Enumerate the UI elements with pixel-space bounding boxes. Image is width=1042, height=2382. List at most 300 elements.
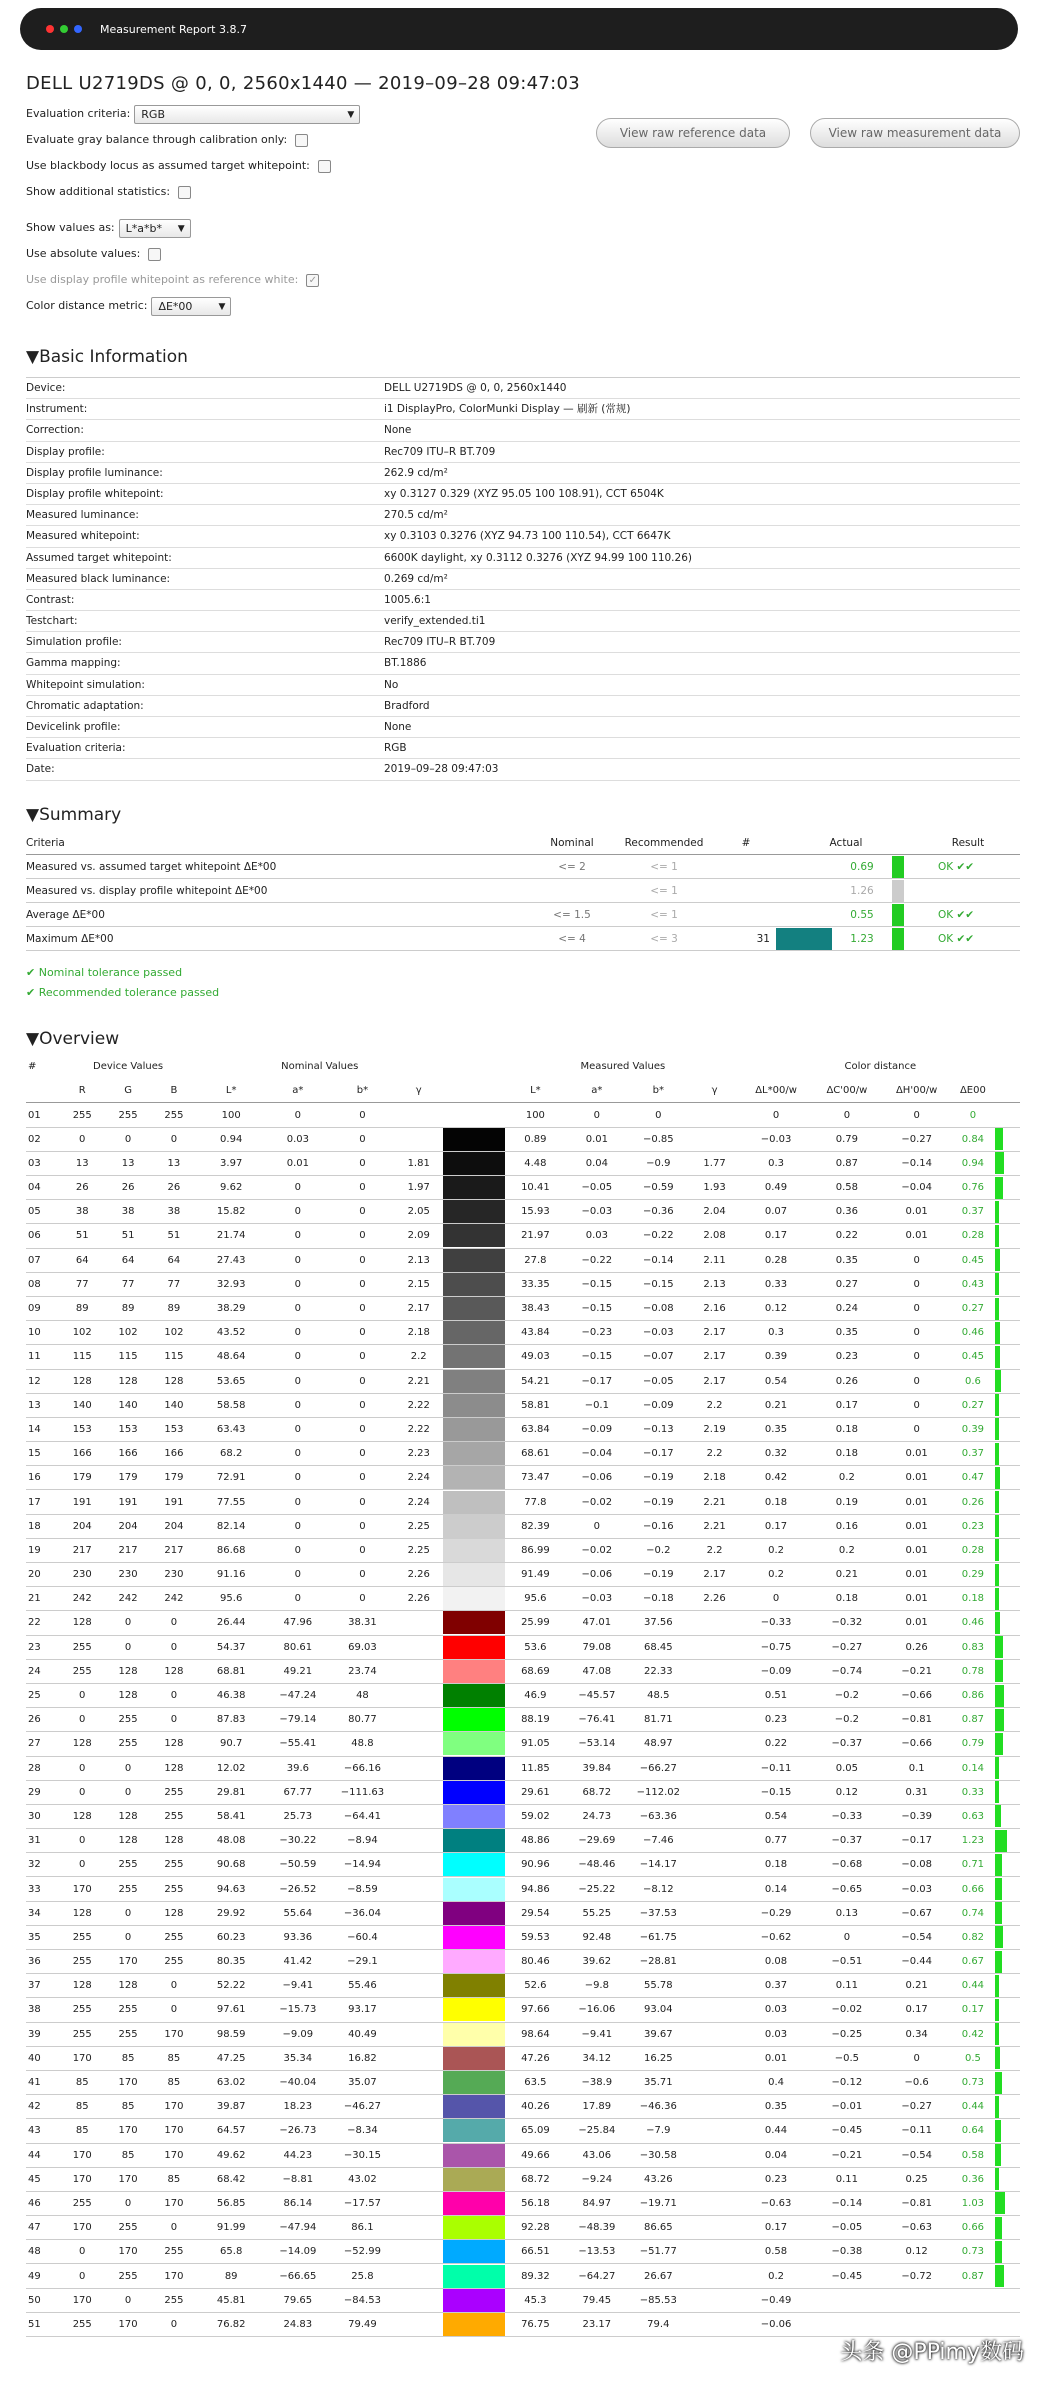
table-cell: 82.39: [505, 1514, 565, 1538]
table-cell: 86.68: [197, 1538, 266, 1562]
table-cell: 191: [151, 1490, 197, 1514]
recommended-pass-text: ✔ Recommended tolerance passed: [26, 985, 220, 999]
table-cell: −9.41: [566, 2022, 629, 2046]
delta-e-bar-cell: [995, 1635, 1020, 1659]
table-cell: 72.91: [197, 1466, 266, 1490]
table-cell: 255: [151, 2240, 197, 2264]
table-cell: −19.71: [628, 2191, 688, 2215]
table-row: [26, 1659, 1020, 1683]
basic-info-value: 1005.6:1: [384, 593, 431, 606]
table-cell: 92.48: [566, 1925, 629, 1949]
swatch-fill: [443, 1224, 506, 1247]
basic-info-row: [26, 505, 1020, 526]
color-distance-value: ΔE*00: [158, 299, 193, 313]
table-cell: 52.22: [197, 1974, 266, 1998]
basic-info-row: [26, 378, 1020, 399]
delta-e-bar: [995, 1225, 999, 1247]
table-cell: 170: [105, 2312, 151, 2336]
table-cell: 47.26: [505, 2046, 565, 2070]
table-cell: 2.25: [395, 1514, 443, 1538]
table-cell: 69.03: [330, 1635, 395, 1659]
table-cell: 26: [26, 1708, 59, 1732]
table-cell: 0.01: [882, 1587, 951, 1611]
table-cell: −0.1: [566, 1393, 629, 1417]
swatch-fill: [443, 1611, 506, 1634]
table-cell: 0.04: [566, 1151, 629, 1175]
table-cell: −0.01: [811, 2095, 882, 2119]
table-cell: 0.87: [951, 1708, 995, 1732]
gray-balance-checkbox[interactable]: [295, 134, 308, 147]
color-swatch: [443, 1393, 506, 1417]
delta-e-bar-cell: [995, 1659, 1020, 1683]
summary-num-cell: [716, 903, 776, 926]
table-cell: 0.37: [951, 1442, 995, 1466]
table-cell: 14: [26, 1417, 59, 1441]
basic-information-table: [26, 377, 1020, 781]
table-cell: 43: [26, 2119, 59, 2143]
table-cell: 153: [59, 1417, 105, 1441]
evaluation-criteria-select[interactable]: [134, 105, 360, 124]
table-cell: −55.41: [266, 1732, 331, 1756]
table-row: [26, 2046, 1020, 2070]
table-cell: 2.26: [395, 1563, 443, 1587]
table-cell: 16.25: [628, 2046, 688, 2070]
table-cell: 21: [26, 1587, 59, 1611]
absolute-values-checkbox[interactable]: [148, 248, 161, 261]
table-cell: 48: [26, 2240, 59, 2264]
table-cell: −25.84: [566, 2119, 629, 2143]
table-cell: 48.64: [197, 1345, 266, 1369]
basic-info-key: Simulation profile:: [26, 636, 122, 649]
summary-swatch: [776, 856, 832, 878]
table-cell: 0: [330, 1151, 395, 1175]
delta-e-bar: [995, 1394, 999, 1416]
summary-col-number: #: [741, 836, 751, 849]
profile-whitepoint-checkbox[interactable]: ✓: [306, 274, 319, 287]
table-cell: 53.65: [197, 1369, 266, 1393]
table-cell: [395, 1732, 443, 1756]
swatch-fill: [443, 1878, 506, 1901]
table-cell: 29.81: [197, 1780, 266, 1804]
table-cell: 34: [26, 1901, 59, 1925]
summary-rec-cell: <= 1: [650, 884, 678, 897]
overview-col-header: ΔC'00/w: [811, 1079, 882, 1103]
view-raw-reference-button[interactable]: View raw reference data: [596, 118, 790, 148]
table-cell: 255: [151, 1950, 197, 1974]
table-cell: −0.15: [741, 1780, 812, 1804]
swatch-fill: [443, 1732, 506, 1755]
table-cell: [689, 2046, 741, 2070]
table-cell: [951, 2312, 995, 2336]
swatch-fill: [443, 1370, 506, 1393]
table-cell: 255: [59, 1925, 105, 1949]
color-distance-select[interactable]: [151, 297, 231, 316]
color-swatch: [443, 1538, 506, 1562]
table-row: [26, 1901, 1020, 1925]
table-cell: 0.01: [882, 1442, 951, 1466]
table-cell: −0.23: [566, 1321, 629, 1345]
table-cell: 0: [330, 1369, 395, 1393]
table-cell: −0.04: [882, 1176, 951, 1200]
delta-e-bar: [995, 2072, 1002, 2094]
table-cell: 0: [741, 1587, 812, 1611]
table-cell: 0.03: [741, 1998, 812, 2022]
table-cell: 0.94: [951, 1151, 995, 1175]
table-cell: 40.26: [505, 2095, 565, 2119]
table-cell: 63.02: [197, 2070, 266, 2094]
table-cell: 86.1: [330, 2216, 395, 2240]
overview-col-header: R: [59, 1079, 105, 1103]
table-cell: 0.23: [811, 1345, 882, 1369]
table-cell: 15: [26, 1442, 59, 1466]
table-cell: −28.81: [628, 1950, 688, 1974]
delta-e-bar-cell: [995, 1853, 1020, 1877]
swatch-fill: [443, 1515, 506, 1538]
table-cell: [689, 1103, 741, 1127]
table-cell: 66.51: [505, 2240, 565, 2264]
gray-balance-label: Evaluate gray balance through calibration only:: [26, 133, 288, 146]
table-cell: 0.21: [882, 1974, 951, 1998]
delta-e-bar: [995, 1539, 999, 1561]
table-cell: 11.85: [505, 1756, 565, 1780]
table-cell: 170: [151, 2191, 197, 2215]
table-cell: −0.54: [882, 1925, 951, 1949]
delta-e-bar-cell: [995, 2095, 1020, 2119]
table-cell: 0.01: [882, 1538, 951, 1562]
delta-e-bar: [995, 1660, 1003, 1682]
delta-e-bar: [995, 1346, 1000, 1368]
table-cell: 73.47: [505, 1466, 565, 1490]
table-cell: 0.23: [741, 2167, 812, 2191]
table-cell: 0.35: [741, 1417, 812, 1441]
table-cell: −0.02: [811, 1998, 882, 2022]
table-cell: 0: [105, 1901, 151, 1925]
close-window-icon[interactable]: [46, 25, 54, 33]
table-cell: 166: [105, 1442, 151, 1466]
overview-col-header: a*: [266, 1079, 331, 1103]
table-cell: 0: [882, 2046, 951, 2070]
table-cell: −0.03: [566, 1200, 629, 1224]
table-cell: 0.44: [951, 1974, 995, 1998]
basic-info-row: [26, 632, 1020, 653]
swatch-fill: [443, 1466, 506, 1489]
table-cell: 26: [59, 1176, 105, 1200]
table-row: [26, 1829, 1020, 1853]
summary-actual-value: 1.26: [850, 884, 874, 897]
table-cell: 91.05: [505, 1732, 565, 1756]
table-cell: 26: [105, 1176, 151, 1200]
table-cell: 0: [882, 1272, 951, 1296]
table-cell: 0.19: [811, 1490, 882, 1514]
table-cell: −0.14: [628, 1248, 688, 1272]
blackbody-label: Use blackbody locus as assumed target whitepoint:: [26, 159, 310, 172]
color-swatch: [443, 2070, 506, 2094]
table-cell: 255: [105, 1732, 151, 1756]
basic-info-value: DELL U2719DS @ 0, 0, 2560x1440: [384, 382, 567, 394]
swatch-fill: [443, 2119, 506, 2142]
table-row: [26, 1393, 1020, 1417]
color-swatch: [443, 1659, 506, 1683]
color-swatch: [443, 1756, 506, 1780]
table-cell: 0: [59, 1780, 105, 1804]
table-row: [26, 1103, 1020, 1127]
table-cell: [811, 2312, 882, 2336]
table-cell: 115: [59, 1345, 105, 1369]
overview-col-bar: [995, 1079, 1020, 1103]
table-cell: 0.35: [741, 2095, 812, 2119]
summary-rec-cell: <= 3: [650, 932, 678, 945]
table-cell: 81.71: [628, 1708, 688, 1732]
table-cell: −76.41: [566, 1708, 629, 1732]
table-cell: 255: [59, 2191, 105, 2215]
color-swatch: [443, 1683, 506, 1707]
table-cell: 0.22: [811, 1224, 882, 1248]
table-cell: 0: [105, 2191, 151, 2215]
table-cell: [395, 2143, 443, 2167]
table-cell: −48.46: [566, 1853, 629, 1877]
table-cell: 0.71: [951, 1853, 995, 1877]
table-cell: 82.14: [197, 1514, 266, 1538]
table-cell: 128: [151, 1659, 197, 1683]
table-cell: 0: [105, 1127, 151, 1151]
table-cell: 11: [26, 1345, 59, 1369]
basic-info-row: [26, 442, 1020, 463]
table-cell: 0.36: [811, 1200, 882, 1224]
summary-result-bar: [892, 856, 904, 878]
table-cell: 0: [330, 1538, 395, 1562]
table-cell: −0.21: [811, 2143, 882, 2167]
show-values-select[interactable]: [119, 219, 191, 238]
table-cell: 0: [330, 1442, 395, 1466]
basic-info-value: Rec709 ITU–R BT.709: [384, 445, 496, 458]
table-cell: [689, 2095, 741, 2119]
table-cell: 0.03: [566, 1224, 629, 1248]
color-distance-header: Color distance: [844, 1061, 917, 1073]
table-row: [26, 2095, 1020, 2119]
table-cell: 0.84: [951, 1127, 995, 1151]
table-cell: −7.46: [628, 1829, 688, 1853]
table-cell: 0.26: [811, 1369, 882, 1393]
table-cell: 0.18: [811, 1442, 882, 1466]
table-cell: 0.17: [882, 1998, 951, 2022]
overview-col-swatch: [443, 1079, 506, 1103]
table-cell: 38: [59, 1200, 105, 1224]
table-cell: 0.01: [882, 1563, 951, 1587]
swatch-fill: [443, 1684, 506, 1707]
table-cell: [395, 1659, 443, 1683]
overview-col-header: G: [105, 1079, 151, 1103]
summary-spacer: [26, 951, 1020, 963]
delta-e-bar: [995, 2168, 999, 2190]
table-cell: 170: [105, 2119, 151, 2143]
table-cell: 58.58: [197, 1393, 266, 1417]
table-cell: 13: [151, 1151, 197, 1175]
overview-col-header: L*: [505, 1079, 565, 1103]
summary-row: [26, 927, 1020, 951]
table-cell: 15.82: [197, 1200, 266, 1224]
table-cell: −0.27: [882, 2095, 951, 2119]
table-cell: 0: [330, 1587, 395, 1611]
table-cell: [395, 1103, 443, 1127]
table-cell: 19: [26, 1538, 59, 1562]
summary-col-nominal: Nominal: [550, 836, 594, 849]
table-cell: 0: [105, 1611, 151, 1635]
window-title: Measurement Report 3.8.7: [100, 22, 247, 36]
table-cell: [689, 1901, 741, 1925]
table-cell: 0: [566, 1103, 629, 1127]
table-cell: 54.37: [197, 1635, 266, 1659]
table-row: [26, 1200, 1020, 1224]
table-cell: [689, 1950, 741, 1974]
table-cell: 2.24: [395, 1466, 443, 1490]
table-cell: 191: [105, 1490, 151, 1514]
table-cell: 255: [105, 1877, 151, 1901]
table-cell: 55.46: [330, 1974, 395, 1998]
table-cell: −0.44: [882, 1950, 951, 1974]
delta-e-bar-cell: [995, 2022, 1020, 2046]
color-swatch: [443, 1877, 506, 1901]
delta-e-bar-cell: [995, 1708, 1020, 1732]
table-cell: 0: [105, 2288, 151, 2312]
table-cell: [395, 1901, 443, 1925]
table-cell: 0: [266, 1466, 331, 1490]
table-cell: 13: [59, 1151, 105, 1175]
table-cell: 128: [59, 1804, 105, 1828]
delta-e-bar: [995, 2023, 999, 2045]
table-row: [26, 1853, 1020, 1877]
table-cell: −0.33: [811, 1804, 882, 1828]
table-cell: 50: [26, 2288, 59, 2312]
table-cell: −29.69: [566, 1829, 629, 1853]
basic-info-key: Display profile:: [26, 445, 105, 458]
table-cell: −14.17: [628, 1853, 688, 1877]
overview-col-empty: [26, 1079, 59, 1103]
basic-info-value: None: [384, 424, 412, 437]
table-cell: 47.25: [197, 2046, 266, 2070]
table-cell: 0.29: [951, 1563, 995, 1587]
additional-stats-checkbox[interactable]: [178, 186, 191, 199]
delta-e-bar: [995, 1491, 999, 1513]
maximize-window-icon[interactable]: [74, 25, 82, 33]
summary-num-cell: 31: [756, 932, 770, 945]
table-cell: 0.36: [951, 2167, 995, 2191]
blackbody-checkbox[interactable]: [318, 160, 331, 173]
swatch-fill: [443, 1998, 506, 2021]
table-cell: 85: [105, 2046, 151, 2070]
table-cell: 128: [59, 1901, 105, 1925]
table-cell: 0: [330, 1563, 395, 1587]
overview-heading[interactable]: ▼Overview: [26, 1028, 120, 1049]
delta-e-bar-cell: [995, 1369, 1020, 1393]
table-cell: 64: [105, 1248, 151, 1272]
table-cell: 63.43: [197, 1417, 266, 1441]
table-cell: 85: [105, 2095, 151, 2119]
table-cell: 89: [197, 2264, 266, 2288]
delta-e-bar-cell: [995, 2191, 1020, 2215]
table-cell: −52.99: [330, 2240, 395, 2264]
table-cell: 80.61: [266, 1635, 331, 1659]
additional-stats-label: Show additional statistics:: [26, 185, 171, 198]
table-cell: 64: [151, 1248, 197, 1272]
table-cell: 0.79: [951, 1732, 995, 1756]
table-cell: 22: [26, 1611, 59, 1635]
table-cell: 87.83: [197, 1708, 266, 1732]
table-cell: −30.22: [266, 1829, 331, 1853]
overview-col-header: b*: [330, 1079, 395, 1103]
table-cell: 90.68: [197, 1853, 266, 1877]
table-cell: 09: [26, 1296, 59, 1320]
table-cell: 92.28: [505, 2216, 565, 2240]
basic-info-key: Whitepoint simulation:: [26, 678, 145, 691]
table-row: [26, 1683, 1020, 1707]
delta-e-bar: [995, 1733, 1003, 1755]
delta-e-bar-cell: [995, 1442, 1020, 1466]
table-cell: 0.47: [951, 1466, 995, 1490]
table-cell: 1.93: [689, 1176, 741, 1200]
table-cell: −40.04: [266, 2070, 331, 2094]
table-cell: 2.04: [689, 1200, 741, 1224]
device-values-header: Device Values: [93, 1061, 164, 1073]
table-cell: 0: [330, 1103, 395, 1127]
table-cell: −53.14: [566, 1732, 629, 1756]
basic-info-key: Measured black luminance:: [26, 572, 171, 585]
table-cell: 06: [26, 1224, 59, 1248]
table-cell: 128: [59, 1611, 105, 1635]
summary-heading[interactable]: ▼Summary: [26, 804, 122, 825]
table-cell: 0.12: [811, 1780, 882, 1804]
table-cell: 0: [59, 2240, 105, 2264]
table-cell: 23.17: [566, 2312, 629, 2336]
table-cell: 0: [811, 1103, 882, 1127]
table-cell: [395, 2312, 443, 2336]
delta-e-bar-cell: [995, 1974, 1020, 1998]
table-cell: 77: [59, 1272, 105, 1296]
table-cell: 0.08: [741, 1950, 812, 1974]
summary-table: [26, 831, 1020, 1003]
table-cell: 29.61: [505, 1780, 565, 1804]
table-cell: 0: [266, 1200, 331, 1224]
table-cell: 93.17: [330, 1998, 395, 2022]
table-cell: 17.89: [566, 2095, 629, 2119]
table-cell: 90.96: [505, 1853, 565, 1877]
table-cell: 0: [151, 1611, 197, 1635]
table-cell: −0.11: [741, 1756, 812, 1780]
table-row: [26, 2119, 1020, 2143]
table-cell: 91.16: [197, 1563, 266, 1587]
basic-information-heading[interactable]: ▼Basic Information: [26, 347, 188, 367]
table-cell: 0: [105, 1635, 151, 1659]
table-cell: 0: [59, 1708, 105, 1732]
table-cell: 255: [151, 1925, 197, 1949]
table-cell: 153: [105, 1417, 151, 1441]
view-raw-measurement-button[interactable]: View raw measurement data: [810, 118, 1020, 148]
basic-info-row: [26, 738, 1020, 759]
swatch-fill: [443, 2313, 506, 2336]
table-cell: −0.21: [882, 1659, 951, 1683]
color-swatch: [443, 1417, 506, 1441]
delta-e-bar: [995, 1999, 999, 2021]
table-cell: 102: [151, 1321, 197, 1345]
minimize-window-icon[interactable]: [60, 25, 68, 33]
table-cell: 4.48: [505, 1151, 565, 1175]
table-cell: 0.54: [741, 1369, 812, 1393]
table-cell: −0.74: [811, 1659, 882, 1683]
swatch-fill: [443, 2071, 506, 2094]
table-cell: 0.5: [951, 2046, 995, 2070]
table-cell: 0.94: [197, 1127, 266, 1151]
table-row: [26, 2240, 1020, 2264]
table-cell: 255: [105, 1998, 151, 2022]
